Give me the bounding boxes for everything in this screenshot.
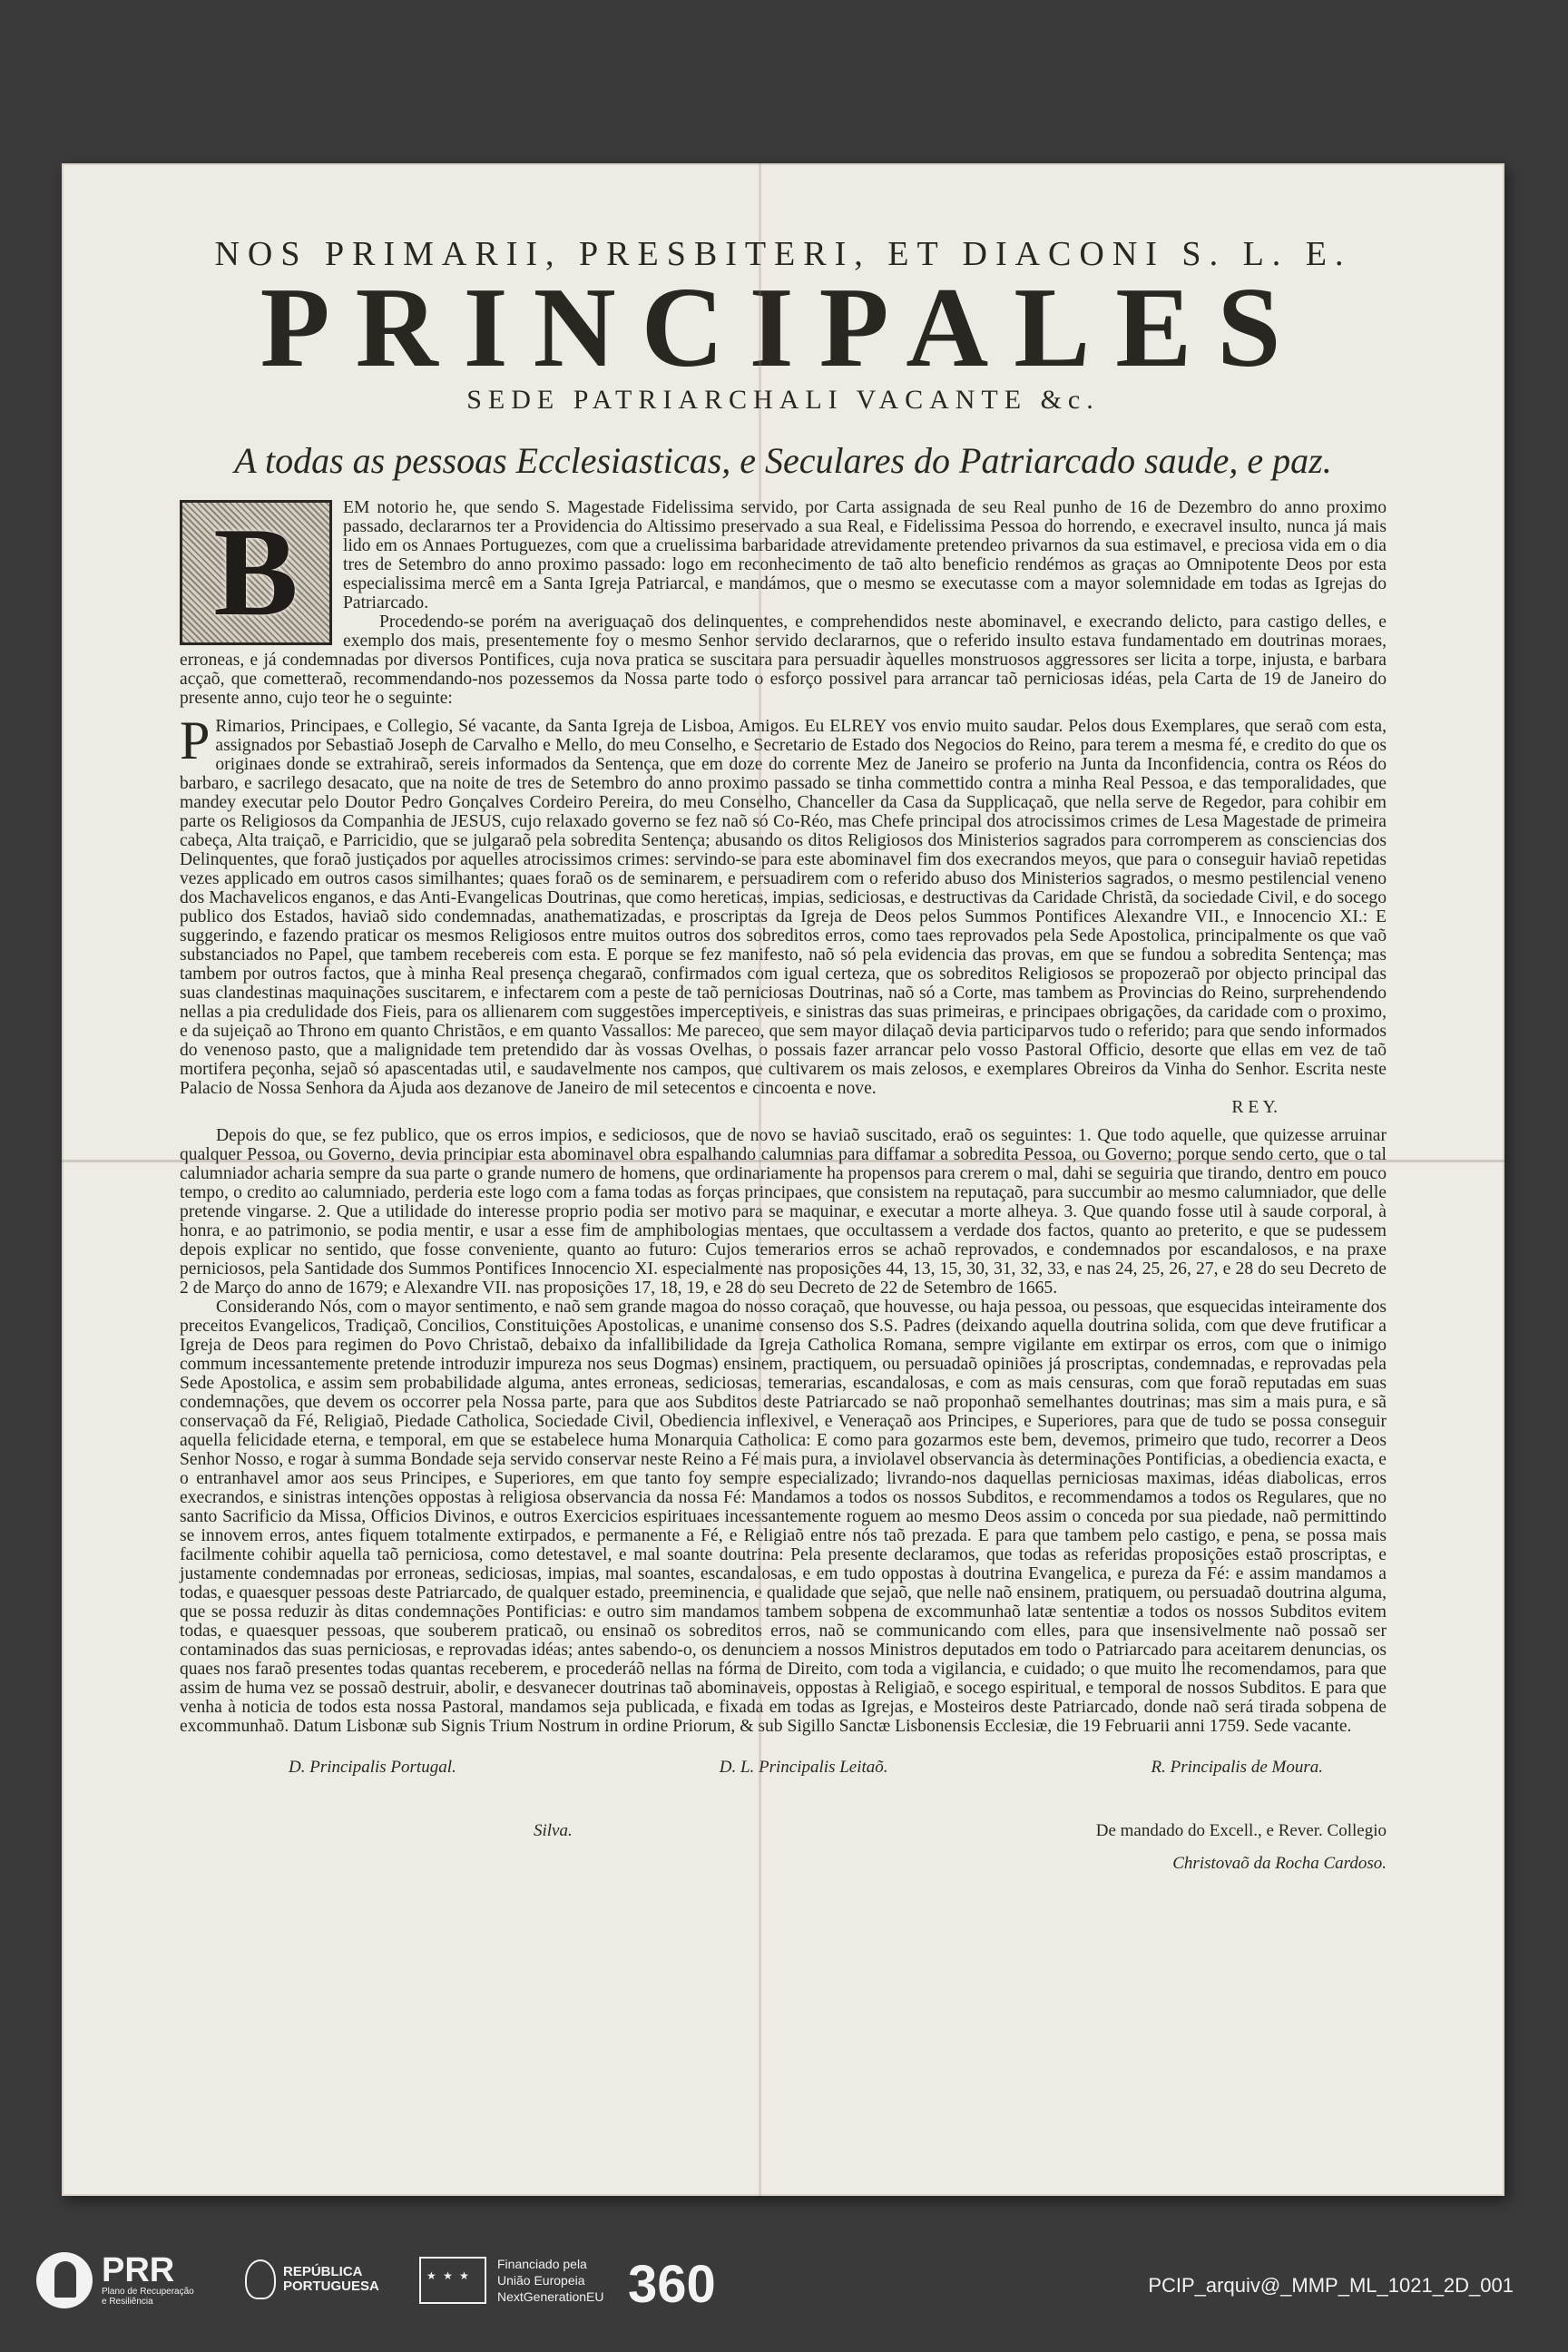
salutation: A todas as pessoas Ecclesiasticas, e Seculares do Patriarcado saude, e paz. <box>234 440 1332 481</box>
eu-logo <box>419 2256 604 2305</box>
prr-icon <box>36 2252 93 2308</box>
letter-initial: P <box>180 710 211 770</box>
document-title: PRINCIPALES <box>260 265 1307 391</box>
initial-letter: B <box>213 502 299 642</box>
mandado-line: De mandado do Excell., e Rever. Collegio <box>1095 1821 1387 1840</box>
eu-line-1: Financiado pela <box>497 2257 587 2271</box>
archive-code: PCIP_arquiv@_MMP_ML_1021_2D_001 <box>1148 2274 1514 2297</box>
eu-line-2: União Europeia <box>497 2273 585 2288</box>
prr-label: PRR <box>102 2251 175 2289</box>
logo-360: 360 <box>628 2255 716 2314</box>
eu-line-3: NextGenerationEU <box>497 2289 604 2304</box>
ornamental-initial <box>180 500 332 645</box>
signature-silva: Silva. <box>534 1821 573 1840</box>
closing-signatures <box>180 1814 1387 1896</box>
document-content <box>180 234 1387 1896</box>
prr-sub-2: e Resiliência <box>102 2297 153 2307</box>
signature-row <box>289 1758 1323 1778</box>
republica-line-2: PORTUGUESA <box>283 2278 379 2294</box>
paragraph-2: Procedendo-se porém na averiguaçaõ dos delinquentes, e comprehendidos neste abominavel, e execrando delicto, para castigo delles, e exemplo dos mais, presentemente foy o mesmo Senhor servido declararnos, que o referido insulto estava fundamentado em doutrinas moraes, erroneas, e já condemnadas por diversos Pontifices, cuja nova pratica se suscitara para persuadir àquelles monstruosos aggressores ser licita a torpe, injusta, e barbara acçaõ, que cometteraõ, recommendando-nos pozessemos da Nossa parte todo o esforço possivel para arrancar taõ perniciosas idéas, pela Carta de 19 de Janeiro do presente anno, cujo teor he o seguinte: <box>180 612 1387 708</box>
secretary-signature: Christovaõ da Rocha Cardoso. <box>1172 1854 1387 1873</box>
republica-line-1: REPÚBLICA <box>283 2264 363 2279</box>
rey-signature: R E Y. <box>1231 1098 1278 1117</box>
signature-leitao: D. L. Principalis Leitaõ. <box>719 1758 888 1777</box>
signature-moura: R. Principalis de Moura. <box>1151 1758 1323 1777</box>
header-line-3: SEDE PATRIARCHALI VACANTE &c. <box>466 385 1100 415</box>
paragraph-3: Depois do que, se fez publico, que os erros impios, e sediciosos, que de novo se haviaõ suscitado, eraõ os seguintes: 1. Que todo aquelle, que quizesse arruinar qualquer Pessoa, ou Governo, devia principiar esta abominavel obra espalhando calumnias para diffamar a sobredita Pessoa, ou Governo; porque sendo certo, que o tal calumniador acharia sempre da sua parte o grande numero de homens, que ordinariamente ha propensos para crerem o mal, dahi se seguiria que tirando, dentro em pouco tempo, o credito ao calumniado, perderia este logo com a fama todas as forças principaes, que consistem na reputaçaõ, para succumbir ao mesmo calumniador, que delle pretende vingarse. 2. Que a utilidade do interesse proprio podia ser motivo para se maquinar, e executar a morte alheya. 3. Que quando fosse util à saude corporal, à honra, e ao patrimonio, se podia mentir, e usar a esse fim de amphibologias mentaes, que occultassem a verdade dos factos, quanto ao preterito, e que se pudessem depois explicar no sentido, que fosse conveniente, quanto ao futuro: Cujos temerarios erros se achaõ reprovados, e condemnados por escandalosos, e na praxe perniciosos, pela Santidade dos Summos Pontifices Innocencio XI. especialmente nas proposições 44, 13, 15, 30, 31, 32, 33, e nas 24, 25, 26, 27, e 28 do seu Decreto de 2 de Março do anno de 1679; e Alexandre VII. nas proposições 17, 18, 19, e 28 do seu Decreto de 22 de Setembro de 1665. <box>180 1126 1387 1298</box>
footer-bar <box>0 2234 1568 2334</box>
republica-emblem-icon <box>245 2259 276 2299</box>
republica-logo <box>245 2259 379 2299</box>
paragraph-1: EM notorio he, que sendo S. Magestade Fidelissima servido, por Carta assignada de seu Real punho de 16 de Dezembro do anno proximo passado, declararnos ter a Providencia do Altissimo preservado a sua Real, e Fidelissima Pessoa do horrendo, e execravel insulto, nunca já mais lido em os Annaes Portuguezes, com que a cruelissima barbaridade atrevidamente pretendeo privarnos da sua estimavel, e preciosa vida em o dia tres de Setembro do anno proximo passado: logo em reconhecimento de taõ alto beneficio rendémos as graças ao Omnipotente Deos por esta especialissima mercê em a Santa Igreja Patriarcal, e mandámos, que o mesmo se executasse com a mayor solemnidade em todas as Igrejas do Patriarcado. <box>343 498 1387 612</box>
royal-letter: Rimarios, Principaes, e Collegio, Sé vacante, da Santa Igreja de Lisboa, Amigos. Eu ELREY vos envio muito saudar. Pelos dous Exemplares, que seraõ com esta, assignados por Sebastiaõ Joseph de Carvalho e Mello, do meu Conselho, e Secretario de Estado dos Negocios do Reino, para terem a mesma fé, e credito do que os originaes donde se extrahiraõ, sereis informados da Sentença, que em doze do corrente Mez de Janeiro se proferio na Junta da Inconfidencia, contra os Réos do barbaro, e sacrilego desacato, que na noite de tres de Setembro do anno proximo passado se tinha commettido contra a minha Real Pessoa, e das temporalidades, que mandey executar pelo Doutor Pedro Gonçalves Cordeiro Pereira, do meu Conselho, Chanceller da Casa da Supplicaçaõ, que nella serve de Regedor, para cohibir em parte os Religiosos da Companhia de JESUS, cujo relaxado governo se fez naõ só Co-Réo, mas Chefe principal dos atrocissimos crimes de Lesa Magestade de primeira cabeça, Alta traiçaõ, e Parricidio, que se julgaraõ pela sobredita Sentença; abusando os ditos Religiosos dos Ministerios sagrados para corromperem as consciencias dos Delinquentes, que foraõ justiçados por aquelles atrocissimos crimes: servindo-se para este abominavel fim dos execrandos meyos, que para o conseguir haviaõ repetidas vezes applicado em outros casos similhantes; quaes foraõ os de seminarem, e persuadirem com o referido abuso dos Ministerios sagrados, o mesmo pestilencial veneno dos Machavelicos enganos, e das Anti-Evangelicas Doutrinas, que como hereticas, impias, sediciosas, e destructivas da Caridade Christã, da sociedade Civil, e do socego publico dos Estados, haviaõ sido condemnadas, anathematizadas, e proscriptas da Igreja de Deos pelos Summos Pontifices Alexandre VII., e Innocencio XI.: E suggerindo, e fazendo praticar os mesmos Religiosos entre muitos outros dos sobreditos erros, como taes reprovados pela Sede Apostolica, principalmente os que vaõ substanciados no Papel, que tambem recebereis com esta. E porque se fez manifesto, naõ só pela evidencia das provas, em que se fundou a sobredita Sentença; mas tambem por outros factos, que à minha Real presença chegaraõ, confirmados com igual certeza, que os sobreditos Religiosos se propozeraõ por objecto principal das suas clandestinas maquinações suscitarem, e infectarem com a peste de taõ perniciosas Doutrinas, naõ só a Corte, mas tambem as Provincias do Reino, surprehendendo nellas a pia credulidade dos Fieis, para os allienarem com suggestões imperceptiveis, e sinistras das suas primeiras, e principaes obrigações, da caridade com o proximo, e da sujeiçaõ ao Throno em quanto Christãos, e em quanto Vassallos: Me pareceo, que sem mayor dilaçaõ devia participarvos tudo o referido; para que sendo informados do venenoso pasto, que a malignidade tem pretendido dar às vossas Ovelhas, o possais fazer arrancar pelo vosso Pastoral Officio, desorte que ellas em vez de taõ mortifera peçonha, sejaõ só apascentadas util, e saudavelmente nos campos, que cultivarem os mais zelosos, e exemplares Obreiros da Vinha do Senhor. Escrita neste Palacio de Nossa Senhora da Ajuda aos dezanove de Janeiro de mil setecentos e cincoenta e nove. <box>180 717 1387 1098</box>
signature-portugal: D. Principalis Portugal. <box>289 1758 456 1777</box>
paragraph-4: Considerando Nós, com o mayor sentimento, e naõ sem grande magoa do nosso coraçaõ, que houvesse, ou haja pessoa, ou pessoas, que esquecidas inteiramente dos preceitos Evangelicos, Tradiçaõ, Concilios, Constituições Apostolicas, e unanime consenso dos S.S. Padres (deixando aquella doutrina solida, com que deve frutificar a Igreja de Deos para regimen do Povo Christaõ, debaixo da infallibilidade da Igreja Catholica Romana, sempre vigilante em extirpar os erros, com que o inimigo commum incessantemente pretende introduzir impureza nos seus Dogmas) ensinem, practiquem, ou persuadaõ opiniões já proscriptas, condemnadas, e reprovadas pela Sede Apostolica, e assim sem probabilidade alguma, antes erroneas, sediciosas, temerarias, escandalosas, e com as mais censuras, com que foraõ reputadas em suas condemnações, que devem os occorrer pela Nossa parte, para que aos Subditos deste Patriarcado se naõ proponhaõ semelhantes doutrinas; mas sim a mais pura, e sã conservaçaõ da Fé, Religiaõ, Piedade Catholica, Sociedade Civil, Obediencia inflexivel, e Veneraçaõ aos Principes, e Superiores, para que de tudo se possa conseguir aquella felicidade eterna, e temporal, em que se estabelece huma Monarquia Catholica: E como para gozarmos este bem, devemos, primeiro que tudo, recorrer a Deos Senhor Nosso, e rogar à summa Bondade seja servido conservar neste Reino a Fé mais pura, a inviolavel observancia às determinações Pontificias, a obediencia exacta, e o entranhavel amor aos seus Principes, e Superiores, em que tanto foy sempre especializado; livrando-nos daquellas perniciosas maximas, idéas diabolicas, erros execrandos, e sinistras intenções oppostas à religiosa observancia da nossa Fé: Mandamos a todos os nossos Subditos, e recommendamos a todos os Regulares, que no santo Sacrificio da Missa, Officios Divinos, e outros Exercicios espirituaes incessantemente roguem ao mesmo Deos assim o conceda por sua piedade, naõ permittindo se innovem erros, antes fiquem totalmente extirpados, e permanente a Fé, e Religiaõ entre nós taõ prezada. E para que tambem pelo castigo, e pena, se possa mais facilmente cohibir aquella taõ perniciosa, como detestavel, e mal soante doutrina: Pela presente declaramos, que todas as referidas proposições estaõ proscriptas, e justamente condemnadas por erroneas, sediciosas, impias, mal soantes, escandalosas, e em tudo oppostas à doutrina Evangelica, e pureza da Fé: e assim mandamos a todas, e quaesquer pessoas deste Patriarcado, de qualquer estado, preeminencia, e qualidade que sejaõ, que nelle naõ ensinem, pratiquem, ou persuadaõ doutrina alguma, que se possa reduzir às ditas condemnações Pontificias: e outro sim mandamos tambem sobpena de excommunhaõ latæ sententiæ a todos os nossos Subditos evitem todas, e quaesquer pessoas, que souberem praticaõ, ou ensinaõ os sobreditos erros, naõ se communicando com elles, para que insensivelmente naõ possaõ ser contaminados das suas perniciosas, e reprovadas idéas; antes sabendo-o, os denunciem a nossos Ministros deputados em todo o Patriarcado para aceitarem denuncias, os quaes nos faraõ presentes todas quantas receberem, e procederáõ nellas na fórma de Direito, com toda a vigilancia, e cuidado; o que muito lhe recomendamos, para que assim de huma vez se possaõ destruir, abolir, e desvanecer doutrinas taõ abominaveis, oppostas à Religiaõ, e socego espiritual, e temporal de nossos Subditos. E para que venha à noticia de todos esta nossa Pastoral, mandamos seja publicada, e fixada em todas as Igrejas, e Mosteiros deste Patriarcado, donde naõ será tirada sobpena de excommunhaõ. Datum Lisbonæ sub Signis Trium Nostrum in ordine Priorum, & sub Sigillo Sanctæ Lisbonensis Ecclesiæ, die 19 Februarii anni 1759. Sede vacante. <box>180 1298 1387 1736</box>
eu-flag-icon <box>419 2257 486 2304</box>
prr-logo <box>36 2252 194 2308</box>
prr-sub-1: Plano de Recuperação <box>102 2287 194 2297</box>
document-sheet <box>62 163 1504 2196</box>
header-line-1: NOS PRIMARII, PRESBITERI, ET DIACONI S. L. E. <box>214 235 1352 273</box>
